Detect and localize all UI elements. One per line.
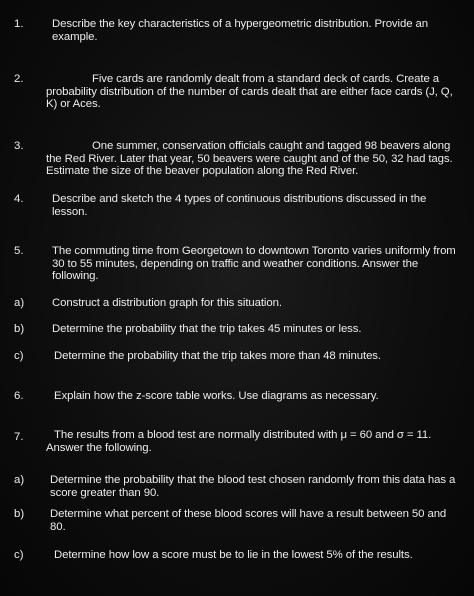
question-2-number: 2. <box>14 73 24 85</box>
question-7c-label: c) <box>14 549 24 561</box>
question-5-number: 5. <box>14 245 24 257</box>
question-7a-text: Determine the probability that the blood test chosen randomly from this data has a score greater than 90. <box>50 474 456 499</box>
question-1-text: Describe the key characteristics of a hypergeometric distribution. Provide an example. <box>52 18 428 43</box>
question-5c-label: c) <box>14 350 24 362</box>
question-5a-text: Construct a distribution graph for this situation. <box>52 297 282 309</box>
question-3-number: 3. <box>14 140 24 152</box>
question-3-text: One summer, conservation officials caught and tagged 98 beavers along the Red River. Later that year, 50 beavers were caught and of the 50, 32 had tags. Estimate the size of the beaver population along the Red River. <box>46 140 453 177</box>
question-5b-label: b) <box>14 323 25 335</box>
question-5a-label: a) <box>14 297 25 309</box>
question-4-text: Describe and sketch the 4 types of continuous distributions discussed in the lesson. <box>52 193 427 218</box>
question-7c-text: Determine how low a score must be to lie in the lowest 5% of the results. <box>54 549 413 561</box>
question-6-text: Explain how the z-score table works. Use diagrams as necessary. <box>54 390 379 402</box>
question-7b-label: b) <box>14 508 25 520</box>
question-5-text: The commuting time from Georgetown to downtown Toronto varies uniformly from 30 to 55 minutes, depending on traffic and weather conditions. Answer the following. <box>52 245 456 282</box>
question-7b-text: Determine what percent of these blood scores will have a result between 50 and 80. <box>50 508 447 533</box>
question-5b-text: Determine the probability that the trip takes 45 minutes or less. <box>52 323 362 335</box>
question-1-number: 1. <box>14 18 24 30</box>
question-7-text: The results from a blood test are normally distributed with μ = 60 and σ = 11. Answer the following. <box>46 429 432 454</box>
question-6-number: 6. <box>14 390 24 402</box>
question-7a-label: a) <box>14 474 25 486</box>
question-7-number: 7. <box>14 431 24 443</box>
question-2-text: Five cards are randomly dealt from a standard deck of cards. Create a probability distribution of the number of cards dealt that are either face cards (J, Q, K) or Aces. <box>46 73 453 110</box>
question-5c-text: Determine the probability that the trip takes more than 48 minutes. <box>54 350 381 362</box>
question-4-number: 4. <box>14 193 24 205</box>
